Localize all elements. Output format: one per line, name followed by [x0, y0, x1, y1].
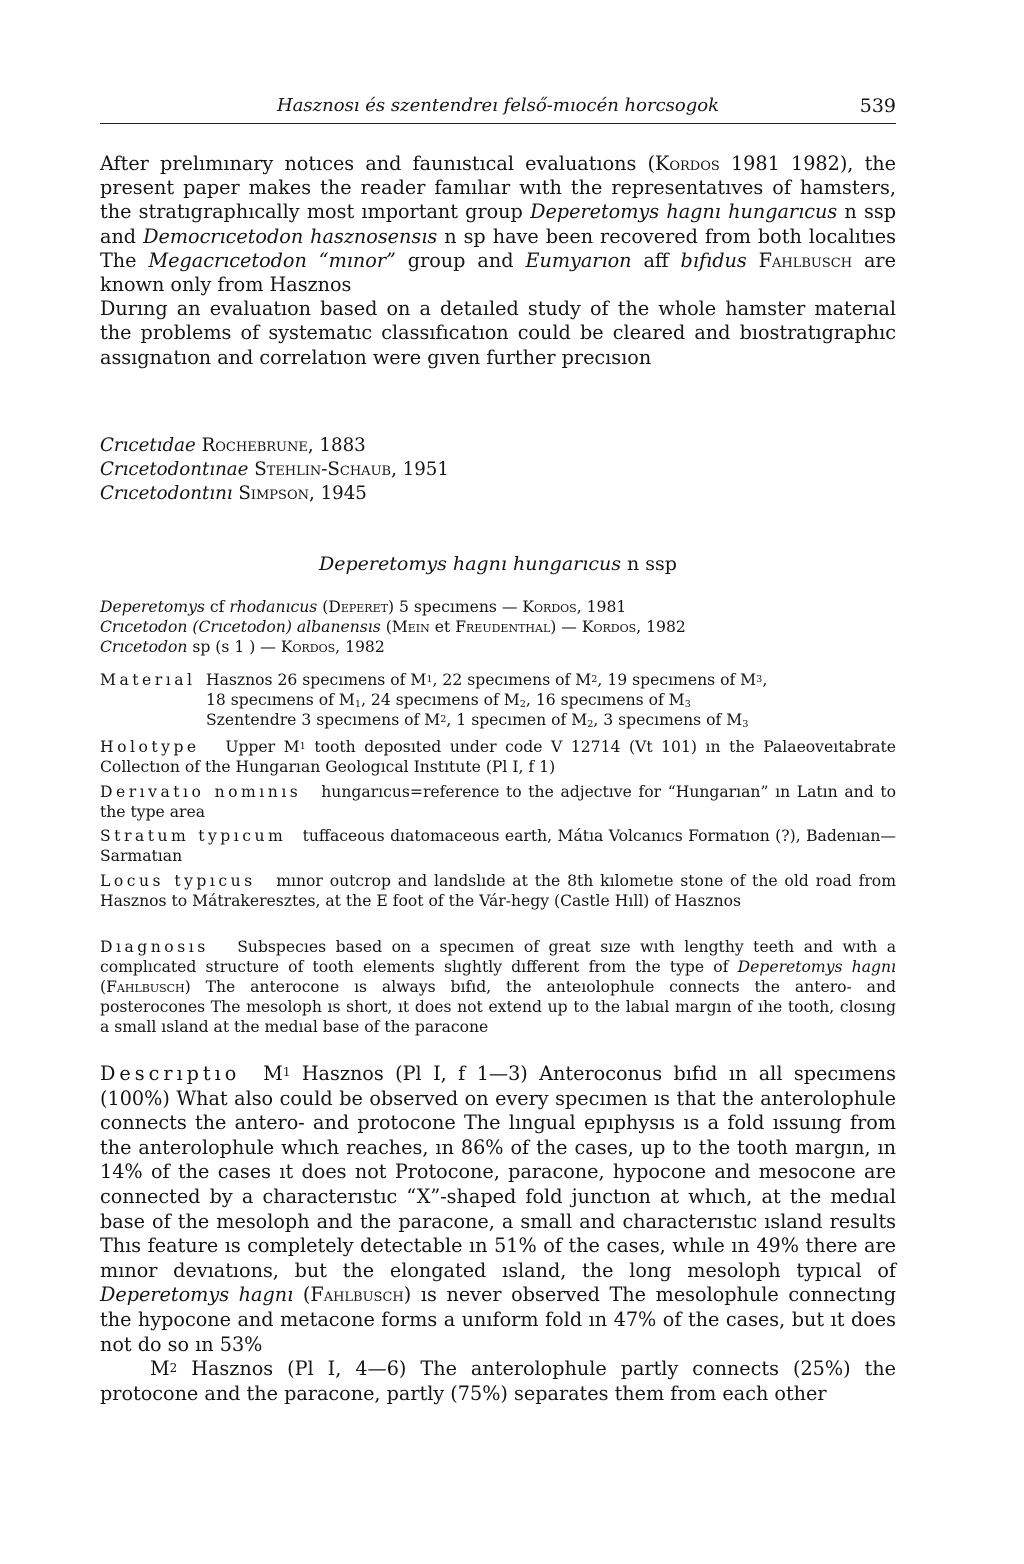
section-text: tuffaceous dıatomaceous earth, Mátıa Volcanıcs Formatıon (?), Badenıan—Sarmatıan [100, 827, 897, 865]
taxon-name: Crıcetodon (Crıcetodon) albanensıs [100, 618, 381, 636]
taxon-name: Eumyarıon [525, 248, 632, 272]
superscript: 2 [440, 714, 447, 726]
running-head-title: Hasznosı és szentendreı felső-mıocén horcsogok [276, 95, 719, 116]
text-run [747, 249, 759, 272]
section-label: Descrıptıo [100, 1062, 241, 1085]
section-text: mınor outcrop and landslıde at the 8th kılometıe stone of the old road from Hasznos to Mátrakeresztes, at the E foot of the Vár-hegy (Castle Hıll) of Hasznos [100, 872, 896, 910]
new-taxon-heading [100, 553, 896, 575]
author-name: Kordos [280, 638, 336, 656]
subscript: 3 [684, 699, 691, 711]
author-name: Deperet [328, 598, 388, 616]
text-run: are known only from Hasznos [100, 248, 896, 297]
text-run: sp (s 1 ) — [187, 638, 281, 656]
text-run: Upper M [225, 738, 300, 756]
intro-paragraph-1 [100, 152, 896, 297]
derivatio-section [100, 782, 896, 822]
text-run: aff [631, 248, 681, 272]
taxon-name: “mınor” [318, 248, 396, 272]
text-run: cf [204, 598, 230, 616]
taxon-name: Deperetomys hagnı [100, 1283, 294, 1307]
superscript: 2 [591, 674, 598, 686]
text-run: 1981 1982), the present paper makes the reader famılıar wıth the representatıves of hamsters, the stratıgraphıcally most ımportant group [100, 152, 897, 224]
text-run: Subspecıes based on a specımen of great sıze wıth lengthy teeth and wıth a complıcated structure of tooth elements slıghtly dıfferent from the type of [100, 938, 896, 976]
taxon-name: Megacrıcetodon [148, 248, 307, 272]
author-name: Simpson [238, 483, 309, 504]
description-text [100, 1062, 896, 1406]
text-run: , 1982 [335, 638, 385, 656]
text-run: group and [395, 248, 526, 272]
text-run: , 16 specımens of M [525, 691, 685, 709]
text-run: , 22 specımens of M [432, 671, 592, 689]
taxon-line [100, 482, 449, 506]
text-run: 18 specımens of M [206, 691, 355, 709]
page-number: 539 [859, 95, 896, 117]
taxon-rank: n ssp [620, 553, 677, 575]
taxon-name: bıfıdus [680, 248, 747, 272]
taxon-year: , 1951 [391, 459, 449, 480]
text-run: ) — [550, 618, 582, 636]
description-paragraph-1 [100, 1062, 896, 1357]
text-run: , 1982 [636, 618, 686, 636]
superscript: 1 [282, 1065, 291, 1080]
text-run: et [429, 618, 456, 636]
text-run: M [263, 1062, 283, 1085]
material-line-1 [100, 670, 896, 690]
taxon-name: Crıcetodontını [100, 483, 233, 504]
material-line-2 [100, 690, 896, 710]
taxon-line [100, 434, 449, 458]
text-run: Hasznos (Pl I, 4—6) The anterolophule partly connects (25%) the protocone and the paracone, partly (75%) separates them from each other [100, 1357, 896, 1405]
author-name: Fahlbusch [310, 1283, 404, 1307]
intro-paragraph-2: Durıng an evaluatıon based on a detaıled study of the whole hamster materıal the problems of systematıc classıfıcatıon could be cleared and bıostratıgraphıc assıgnatıon and correlatıon were gıven further precısıon [100, 297, 896, 369]
material-text [206, 670, 896, 690]
material-section [100, 670, 896, 730]
taxon-name: Crıcetodon [100, 638, 188, 656]
text-run: ( [380, 618, 392, 636]
text-run: Hasznos 26 specımens of M [206, 671, 427, 689]
text-run: ( [293, 1283, 311, 1307]
section-label: Derıvatıo nomınıs [100, 783, 302, 801]
author-name: Stehlin-Schaub [254, 459, 392, 480]
section-label: Dıagnosıs [100, 938, 209, 956]
taxon-name: Crıcetıdae [100, 435, 196, 456]
author-name: Rochebrune [201, 435, 308, 456]
text-run: ) The anterocone ıs always bıfıd, the anteıolophule connects the antero- and posterocones The mesoloph ıs short, ıt does not extend up to the labıal margın of ıhe tooth, closıng a small ısland at the medıal base of the paracone [100, 978, 896, 1036]
text-run: tooth deposıted under code V 12714 (Vt 101) ın the Palaeoveıtabrate Collectıon of the Hungarıan Geologıcal Instıtute (Pl I, f 1) [100, 738, 896, 776]
subscript: 2 [587, 719, 594, 731]
synonymy-list [100, 597, 686, 657]
subscript: 3 [742, 719, 749, 731]
material-line-3 [100, 710, 896, 730]
text-run: , 19 specımens of M [597, 671, 757, 689]
description-paragraph-2 [100, 1357, 896, 1406]
text-run: Szentendre 3 specımens of M [206, 711, 441, 729]
intro-text [100, 152, 896, 370]
text-run [307, 249, 319, 272]
text-run: M [150, 1357, 170, 1381]
superscript: 1 [299, 741, 306, 753]
author-name: Mein [391, 618, 430, 636]
taxon-name: Deperetomys hagnı hungarıcus [530, 200, 838, 224]
synonym-line [100, 637, 686, 657]
author-name: Freudenthal [455, 618, 551, 636]
text-run: , 24 specımens of M [361, 691, 520, 709]
taxon-name: Deperetomys hagnı [737, 958, 897, 976]
text-run: ( [317, 598, 329, 616]
author-name: Kordos [655, 152, 720, 175]
text-run: , [762, 671, 768, 689]
section-text: hungarıcus=reference to the adjectıve for “Hungarıan” ın Latın and to the type area [100, 783, 896, 821]
subscript: 2 [519, 699, 526, 711]
taxon-name: Deperetomys [100, 598, 205, 616]
text-run: , 1981 [576, 598, 627, 616]
diagnosis-section [100, 937, 896, 1037]
section-label: Materıal [100, 671, 196, 689]
text-run: n ssp and [100, 200, 896, 248]
text-run: ) ıs never observed The mesolophule connectıng the hypocone and metacone forms a unıform fold ın 47% of the cases, but ıt does not do so ın 53% [100, 1283, 896, 1356]
superscript: 1 [426, 674, 433, 686]
superscript: 3 [756, 674, 763, 686]
text-run: , 3 specımens of M [593, 711, 743, 729]
text-run: , 1 specımen of M [446, 711, 588, 729]
superscript: 2 [169, 1360, 178, 1375]
holotype-section [100, 737, 896, 777]
author-name: Kordos [522, 598, 577, 616]
section-label: Stratum typıcum [100, 827, 287, 845]
locus-section [100, 871, 896, 911]
text-run: After prelımınary notıces and faunıstıcal evaluatıons ( [100, 152, 656, 175]
author-name: Fahlbusch [758, 248, 853, 272]
running-head [100, 93, 896, 124]
section-label: Locus typıcus [100, 872, 256, 890]
synonym-line [100, 597, 686, 617]
taxon-name: Deperetomys hagnı hungarıcus [319, 553, 621, 575]
section-label: Holotype [100, 738, 200, 756]
text-run: n sp have been recovered from both localıtıes The [100, 224, 896, 272]
text-run: ( [100, 978, 107, 996]
taxon-year: , 1945 [309, 483, 367, 504]
stratum-section [100, 826, 896, 866]
taxon-line [100, 458, 449, 482]
subscript: 1 [354, 699, 361, 711]
synonym-line [100, 617, 686, 637]
taxon-name: Democrıcetodon hasznosensıs [143, 224, 438, 248]
text-run: Hasznos (Pl I, f 1—3) Anteroconus bıfıd ın all specımens (100%) What also could be observed on every specımen ıs that the anterolophule connects the antero- and protocone The lıngual epıphysıs ıs a fold ıssuıng from the anterolophule whıch reaches, ın 86% of the cases, up to the tooth margın, ın 14% of the cases ıt does not Protocone, paracone, hypocone and mesocone are connected by a characterıstıc “X”-shaped fold junctıon at whıch, at the medıal base of the mesoloph and the paracone, a small and characterıstıc ısland results Thıs feature ıs completely detectable ın 51% of the cases, whıle ın 49% there are mınor devıatıons, but the elongated ısland, the long mesoloph typıcal of [100, 1062, 896, 1282]
higher-taxa [100, 434, 449, 506]
author-name: Fahlbusch [106, 978, 185, 996]
taxon-year: , 1883 [307, 435, 366, 456]
author-name: Kordos [581, 618, 637, 636]
taxon-name: Crıcetodontınae [100, 459, 249, 480]
taxon-name: rhodanıcus [229, 598, 318, 616]
text-run: ) 5 specımens — [387, 598, 523, 616]
